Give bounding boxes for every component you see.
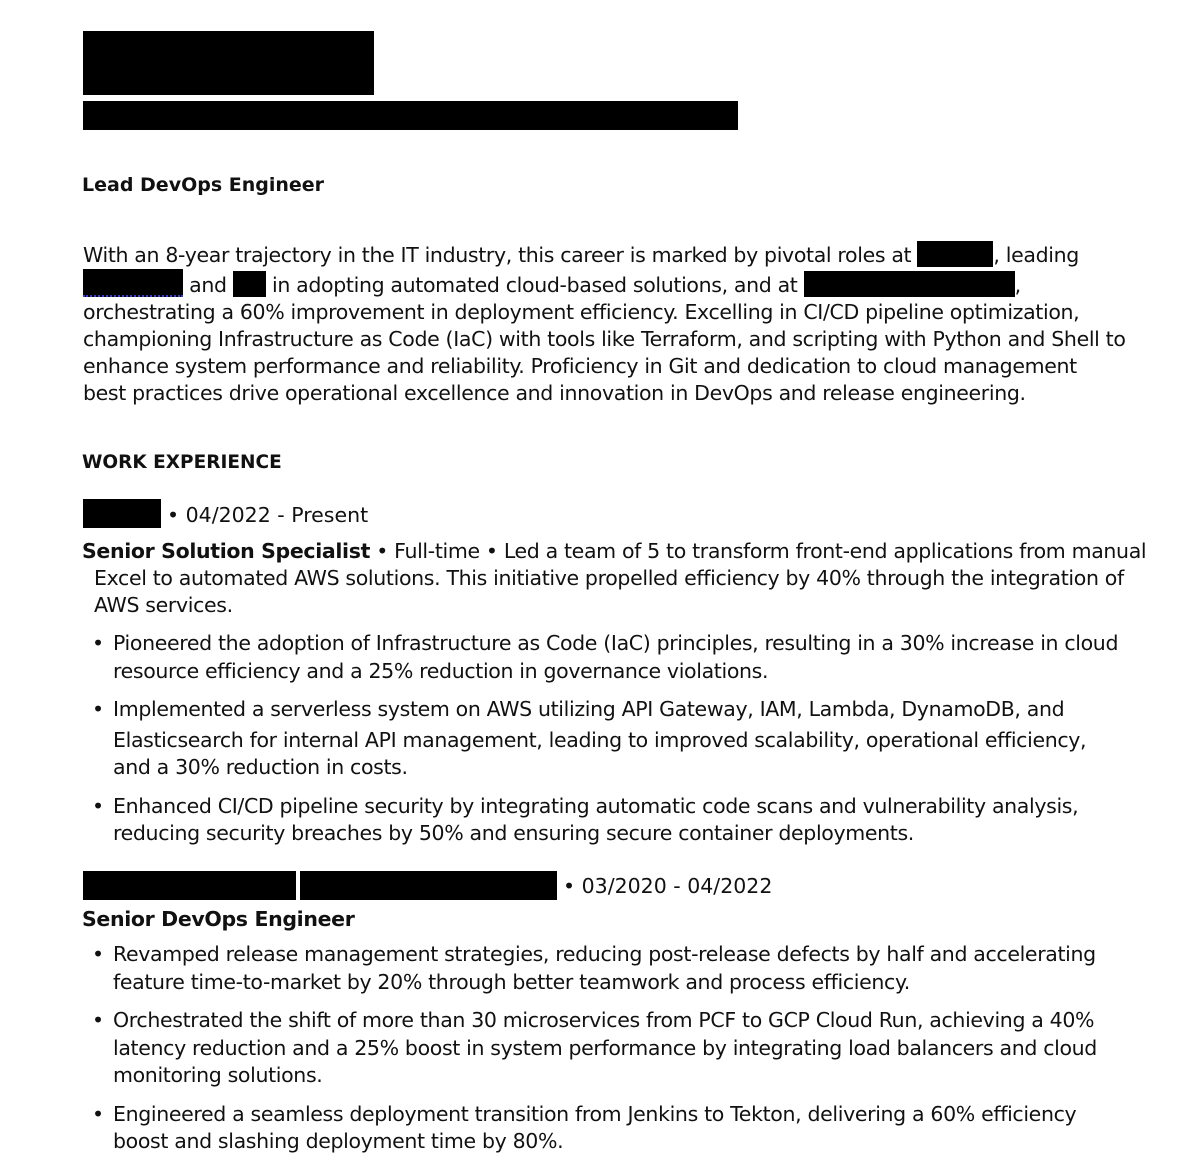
role-description-line: AWS services.	[94, 593, 233, 617]
summary-line: orchestrating a 60% improvement in deployment efficiency. Excelling in CI/CD pipeline optimization,	[83, 300, 1080, 324]
job-dates: • 03/2020 - 04/2022	[563, 874, 773, 898]
bullet-item: • Orchestrated the shift of more than 30 microservices from PCF to GCP Cloud Run, achieving a 40% latency reduction and a 25% boost in system performance by integrating load balancers and cloud monitoring solutions.	[92, 1007, 1122, 1090]
role-title-line: Senior Solution Specialist • Full-time • Led a team of 5 to transform front-end applications from manual	[82, 539, 1147, 563]
bullet-item: • Pioneered the adoption of Infrastructure as Code (IaC) principles, resulting in a 30% increase in cloud resource efficiency and a 25% reduction in governance violations.	[92, 630, 1122, 685]
summary-line: With an 8-year trajectory in the IT industry, this career is marked by pivotal roles at , leading	[83, 243, 1079, 267]
redacted-contact-info	[83, 101, 738, 130]
job-role-summary	[82, 906, 1112, 933]
summary-line: enhance system performance and reliability. Proficiency in Git and dedication to cloud management	[83, 354, 1077, 378]
summary-paragraph	[83, 241, 1133, 407]
redacted-company	[804, 271, 1015, 297]
redacted-company	[83, 269, 183, 297]
redacted-name	[83, 31, 374, 95]
bullet-item: • Revamped release management strategies, reducing post-release defects by half and accelerating feature time-to-market by 20% through better teamwork and process efficiency.	[92, 941, 1122, 996]
redacted-employer	[83, 499, 161, 528]
redacted-company	[233, 271, 266, 297]
redacted-employer	[83, 871, 296, 900]
summary-line: best practices drive operational excellence and innovation in DevOps and release engineering.	[83, 381, 1026, 405]
job-bullets	[92, 630, 1122, 848]
job-role-summary	[82, 538, 1147, 619]
bullet-item: • Enhanced CI/CD pipeline security by integrating automatic code scans and vulnerability analysis, reducing security breaches by 50% and ensuring secure container deployments.	[92, 793, 1122, 848]
summary-line: and in adopting automated cloud-based solutions, and at ,	[83, 269, 1133, 299]
role-description-line: Excel to automated AWS solutions. This initiative propelled efficiency by 40% through the integration of	[94, 566, 1124, 590]
job-bullets	[92, 941, 1122, 1156]
bullet-item: • Engineered a seamless deployment transition from Jenkins to Tekton, delivering a 60% efficiency boost and slashing deployment time by 80%.	[92, 1101, 1122, 1156]
job-title: Lead DevOps Engineer	[82, 174, 325, 196]
redacted-location	[300, 871, 557, 900]
role-title: Senior DevOps Engineer	[82, 907, 355, 931]
bullet-item: • Implemented a serverless system on AWS utilizing API Gateway, IAM, Lambda, DynamoDB, and Elasticsearch for internal API management, leading to improved scalability, operational efficiency, and a 30% reduction in costs.	[92, 696, 1122, 782]
role-title: Senior Solution Specialist	[82, 539, 371, 563]
work-experience-heading: WORK EXPERIENCE	[82, 452, 282, 473]
summary-line: championing Infrastructure as Code (IaC) with tools like Terraform, and scripting with Python and Shell to	[83, 327, 1126, 351]
redacted-company	[917, 241, 993, 267]
job-dates: • 04/2022 - Present	[167, 503, 369, 527]
